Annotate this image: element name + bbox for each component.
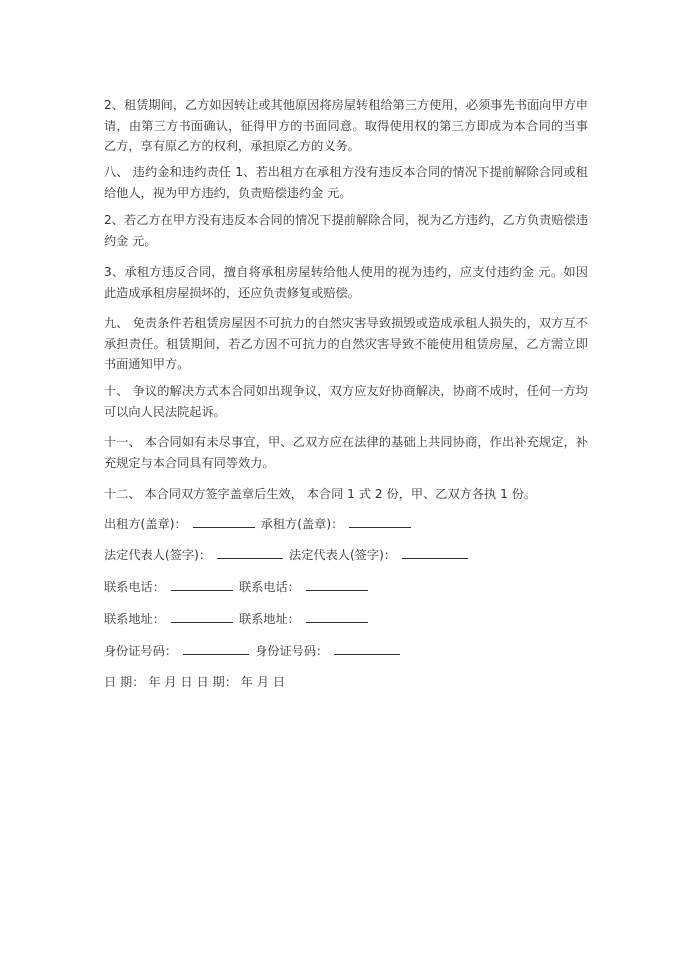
signature-row-phone bbox=[104, 577, 374, 598]
signature-row-representative bbox=[104, 545, 474, 566]
clause-supplement: 十一、 本合同如有未尽事宜，甲、乙双方应在法律的基础上共同协商，作出补充规定，补充规定与本合同具有同等效力。 bbox=[104, 435, 588, 470]
lessee-seal-label: 承租方(盖章)： bbox=[260, 517, 344, 531]
signature-row-address bbox=[104, 609, 374, 630]
clause-breach-lessee: 2、若乙方在甲方没有违反本合同的情况下提前解除合同，视为乙方违约，乙方负责赔偿违约金 元。 bbox=[104, 213, 588, 248]
addr2-label: 联系地址： bbox=[238, 612, 300, 626]
clause-effective: 十二、 本合同双方签字盖章后生效， 本合同 1 式 2 份，甲、乙双方各执 1 份。 bbox=[104, 487, 537, 501]
phone1-blank bbox=[171, 577, 233, 591]
phone1-label: 联系电话： bbox=[104, 580, 165, 594]
signature-row-date: 日 期： 年 月 日 日 期： 年 月 日 bbox=[104, 675, 286, 689]
id2-label: 身份证号码： bbox=[255, 644, 329, 658]
clause-force-majeure: 九、 免责条件若租赁房屋因不可抗力的自然灾害导致损毁或造成承租人损失的，双方互不承担责任。租赁期间，若乙方因不可抗力的自然灾害导致不能使用租赁房屋，乙方需立即书面通知甲方。 bbox=[104, 316, 588, 371]
rep2-blank bbox=[402, 545, 468, 559]
addr1-label: 联系地址： bbox=[104, 612, 165, 626]
clause-breach-lessor: 八、 违约金和违约责任 1、若出租方在承租方没有违反本合同的情况下提前解除合同或租给他人，视为甲方违约，负责赔偿违约金 元。 bbox=[104, 165, 588, 200]
id2-blank bbox=[334, 641, 400, 655]
addr1-blank bbox=[171, 609, 233, 623]
clause-dispute: 十、 争议的解决方式本合同如出现争议，双方应友好协商解决，协商不成时，任何一方均可以向人民法院起诉。 bbox=[104, 384, 588, 419]
signature-row-id bbox=[104, 641, 406, 662]
signature-row-seal bbox=[104, 514, 417, 535]
rep1-blank bbox=[217, 545, 283, 559]
rep1-label: 法定代表人(签字)： bbox=[104, 548, 212, 562]
id1-label: 身份证号码： bbox=[104, 644, 178, 658]
clause-sublease: 2、租赁期间，乙方如因转让或其他原因将房屋转租给第三方使用，必须事先书面向甲方申请，由第三方书面确认，征得甲方的书面同意。取得使用权的第三方即成为本合同的当事乙方，享有原乙方的权利，承担原乙方的义务。 bbox=[104, 98, 588, 153]
lessor-seal-label: 出租方(盖章)： bbox=[104, 517, 187, 531]
phone2-label: 联系电话： bbox=[238, 580, 300, 594]
lessee-seal-blank bbox=[349, 514, 411, 528]
rep2-label: 法定代表人(签字)： bbox=[289, 548, 397, 562]
id1-blank bbox=[183, 641, 249, 655]
phone2-blank bbox=[306, 577, 368, 591]
clause-unauthorized-sublease: 3、承租方违反合同，擅自将承租房屋转给他人使用的视为违约，应支付违约金 元。如因此造成承租房屋损坏的，还应负责修复或赔偿。 bbox=[104, 265, 588, 300]
lessor-seal-blank bbox=[193, 514, 255, 528]
addr2-blank bbox=[306, 609, 368, 623]
